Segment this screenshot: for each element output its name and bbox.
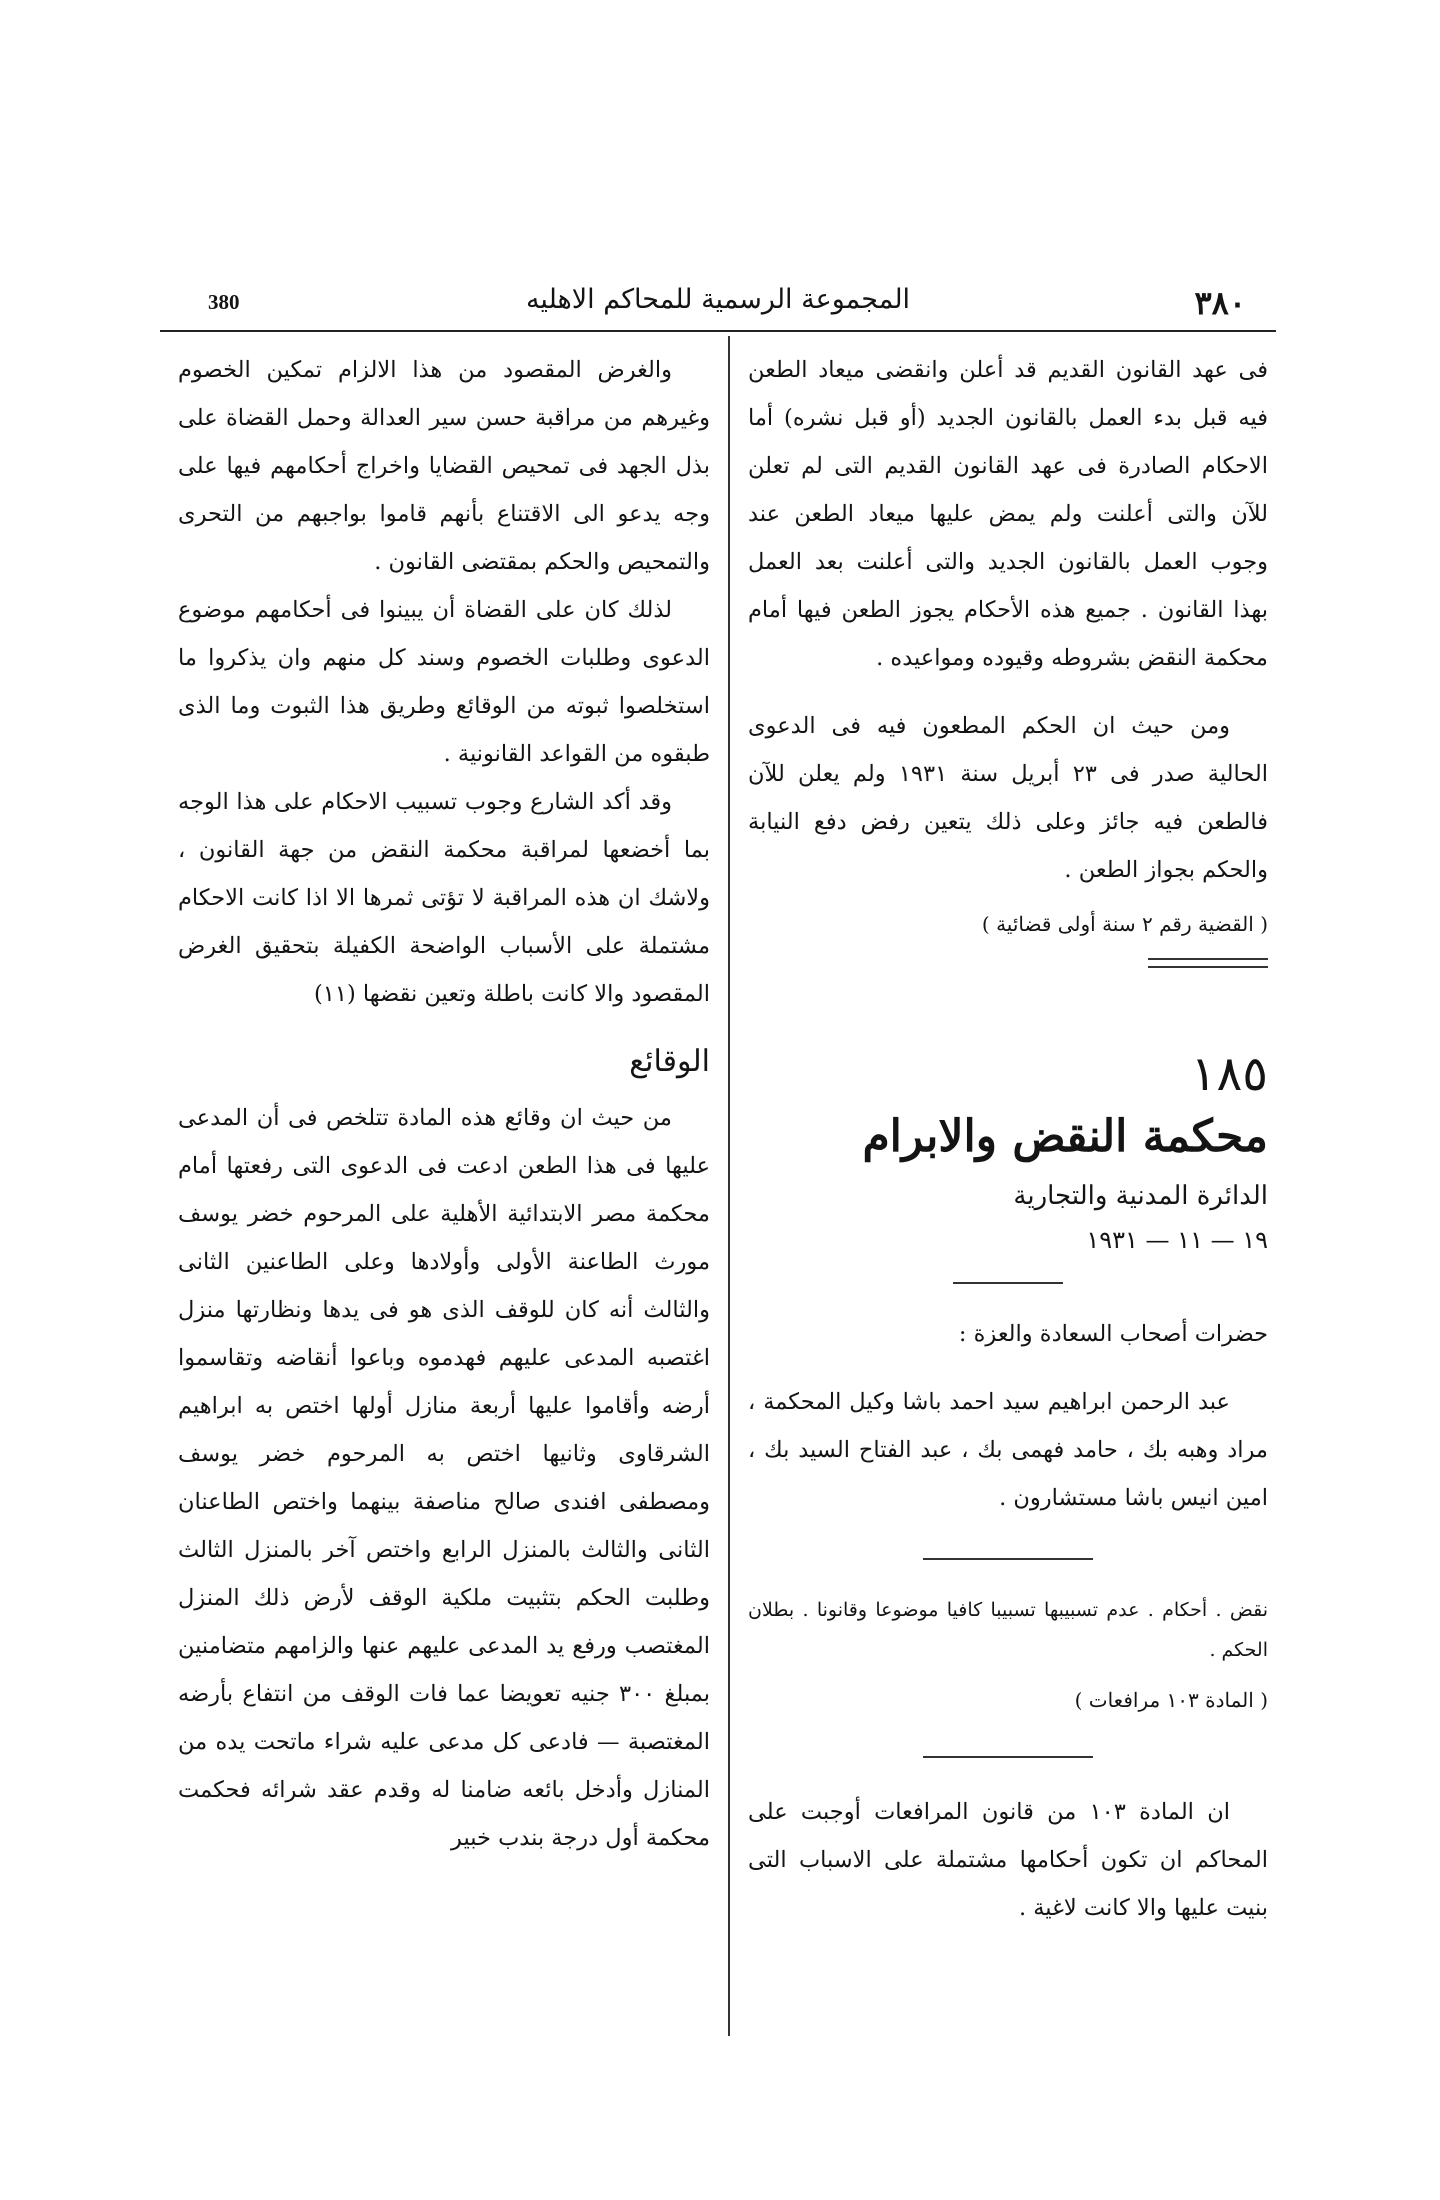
- paragraph: لذلك كان على القضاة أن يبينوا فى أحكامهم موضوع الدعوى وطلبات الخصوم وسند كل منهم وان يذكروا ما استخلصوا ثبوته من الوقائع وطريق هذا الثبوت وما الذى طبقوه من القواعد القانونية .: [178, 597, 710, 767]
- paragraph: ومن حيث ان الحكم المطعون فيه فى الدعوى الحالية صدر فى ٢٣ أبريل سنة ١٩٣١ ولم يعلن للآن فالطعن فيه جائز وعلى ذلك يتعين رفض دفع النيابة والحكم بجواز الطعن .: [748, 713, 1268, 883]
- paragraph: فى عهد القانون القديم قد أعلن وانقضى ميعاد الطعن فيه قبل بدء العمل بالقانون الجديد (أو قبل نشره) أما الاحكام الصادرة فى عهد القانون القديم التى لم تعلن للآن والتى أعلنت ولم يمض عليها ميعاد الطعن عند وجوب العمل بالقانون الجديد والتى أعلنت بعد العمل بهذا القانون . جميع هذه الأحكام يجوز الطعن فيها أمام محكمة النقض بشروطه وقيوده ومواعيده .: [748, 357, 1268, 671]
- separator-rule: [923, 1558, 1093, 1560]
- left-column: [178, 346, 710, 1862]
- presence-heading: حضرات أصحاب السعادة والعزة :: [958, 1321, 1268, 1347]
- court-name: محكمة النقض والابرام: [862, 1111, 1268, 1162]
- column-divider: [728, 336, 730, 2036]
- chamber-name: الدائرة المدنية والتجارية: [1013, 1181, 1268, 1211]
- case-number: ١٨٥: [1190, 1046, 1268, 1102]
- running-title: المجموعة الرسمية للمحاكم الاهليه: [525, 284, 911, 315]
- facts-paragraph: من حيث ان وقائع هذه المادة تتلخص فى أن المدعى عليها فى هذا الطعن ادعت فى الدعوى التى رفعتها أمام محكمة مصر الابتدائية الأهلية على المرحوم خضر يوسف مورث الطاعنة الأولى وأولادها وعلى الطاعنين الثانى والثالث أنه كان للوقف الذى هو فى يدها ونظارتها منزل اغتصبه المدعى عليهم فهدموه وباعوا أنقاضه وتقاسموا أرضه وأقاموا عليها أربعة منازل أولها اختص به ابراهيم الشرقاوى وثانيها اختص به المرحوم خضر يوسف ومصطفى افندى صالح مناصفة بينهما واختص الطاعنان الثانى والثالث بالمنزل الرابع واختص آخر بالمنزل الثالث وطلبت الحكم بتثبيت ملكية الوقف لأرض ذلك المنزل المغتصب ورفع يد المدعى عليهم عنها والزامهم متضامنين بمبلغ ٣٠٠ جنيه تعويضا عما فات الوقف من انتفاع بأرضه المغتصبة — فادعى كل مدعى عليه شراء ماتحت يده من المنازل وأدخل بائعه ضامنا له وقدم عقد شرائه فحكمت محكمة أول درجة بندب خبير: [178, 1105, 711, 1851]
- right-column: [748, 346, 1268, 1932]
- legal-principle: ان المادة ١٠٣ من قانون المرافعات أوجبت على المحاكم ان تكون أحكامها مشتملة على الاسباب التى بنيت عليها والا كانت لاغية .: [748, 1799, 1268, 1921]
- judges-list: عبد الرحمن ابراهيم سيد احمد باشا وكيل المحكمة ، مراد وهبه بك ، حامد فهمى بك ، عبد الفتاح السيد بك ، امين انيس باشا مستشارون .: [748, 1389, 1268, 1511]
- section-title: الوقائع: [629, 1044, 710, 1079]
- page-number-latin: 380: [208, 290, 240, 314]
- paragraph: وقد أكد الشارع وجوب تسبيب الاحكام على هذا الوجه بما أخضعها لمراقبة محكمة النقض من جهة القانون ، ولاشك ان هذه المراقبة لا تؤتى ثمرها الا اذا كانت الاحكام مشتملة على الأسباب الواضحة الكفيلة بتحقيق الغرض المقصود والا كانت باطلة وتعين نقضها (١١): [178, 789, 710, 1007]
- spacer: [748, 1358, 1268, 1378]
- spacer: [748, 682, 1268, 702]
- page-number-arabic: ٣٨٠: [1194, 284, 1246, 322]
- separator-rule: [923, 1756, 1093, 1758]
- judgment-date: ١٩ — ١١ — ١٩٣١: [1086, 1226, 1268, 1254]
- headnote-summary: نقض . أحكام . عدم تسبيبها تسبيبا كافيا موضوعا وقانونا . بطلان الحكم .: [748, 1599, 1268, 1661]
- paragraph: والغرض المقصود من هذا الالزام تمكين الخصوم وغيرهم من مراقبة حسن سير العدالة وحمل القضاة على بذل الجهد فى تمحيص القضايا واخراج أحكامهم فيها على وجه يدعو الى الاقتناع بأنهم قاموا بواجبهم من التحرى والتمحيص والحكم بمقتضى القانون .: [178, 357, 710, 575]
- separator-rule: [953, 1282, 1063, 1284]
- page-header: [160, 284, 1276, 334]
- header-rule: [160, 330, 1276, 332]
- article-reference: ( المادة ١٠٣ مرافعات ): [1074, 1688, 1268, 1712]
- double-rule: [1148, 958, 1268, 968]
- case-citation: ( القضية رقم ٢ سنة أولى قضائية ): [981, 912, 1268, 936]
